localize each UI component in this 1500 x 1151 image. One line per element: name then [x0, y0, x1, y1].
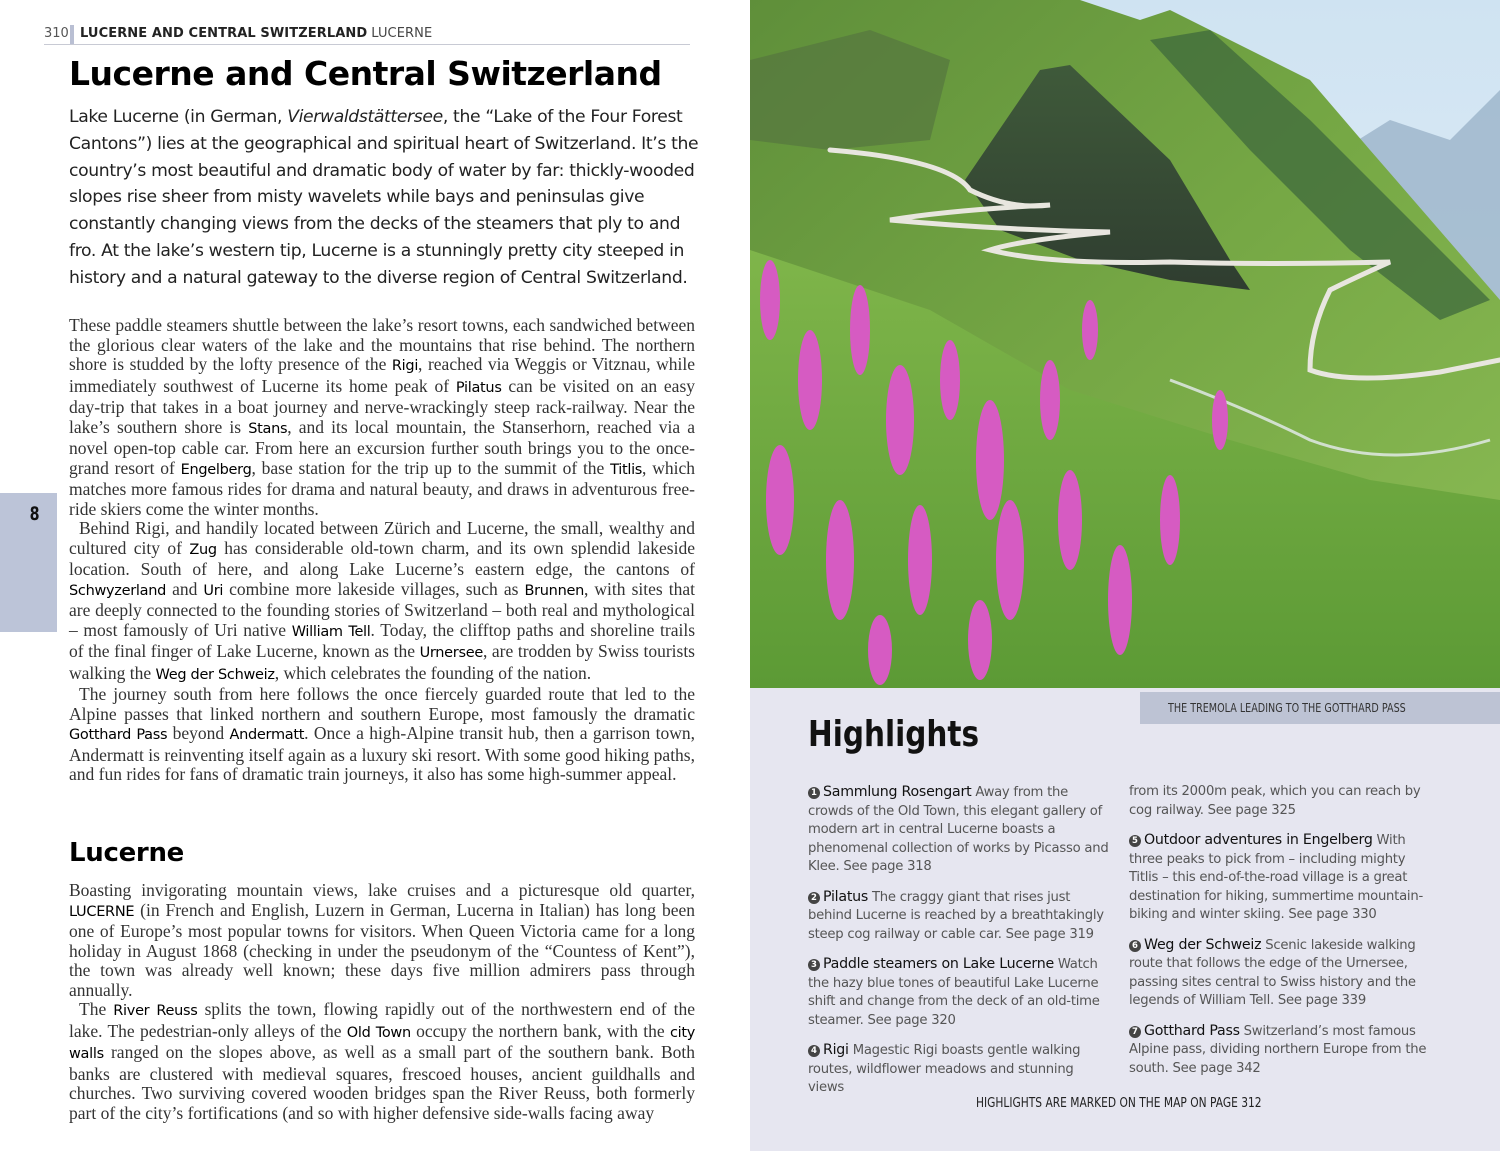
- paragraph-text: (in French and English, Luzern in German, Lucerna in Italian) has long been one of Europe’s most popular towns for visitors. When Queen Victoria came for a long holiday in August 1868 (checking in under the pseudonym of the “Countess of Kent”), the town was already well known; these days five million admirers pass through annually.: [69, 899, 695, 1000]
- caption-text: THE TREMOLA LEADING TO THE GOTTHARD PASS: [1168, 701, 1406, 715]
- highlight-text: Magestic Rigi boasts gentle walking routes, wildflower meadows and stunning views: [808, 1043, 1081, 1095]
- number-badge-icon: 7: [1129, 1026, 1141, 1038]
- paragraph-text: , base station for the trip up to the summit of the: [251, 457, 611, 478]
- paragraph-text: ranged on the slopes above, as well as a small part of the southern bank. Both banks are clustered with medieval squares, frescoed houses, ancient guildhalls and churches. Two surviving covered wooden bridges span the River Reuss, both formerly part of the city’s fortifications (and so with higher defensive side-walls facing away: [69, 1042, 695, 1123]
- place-name: Rigi: [391, 358, 419, 374]
- place-name: William Tell: [291, 623, 371, 640]
- paragraph-text: can be visited on an easy day-trip that takes in a boat journey and nerve-wrackingly steep rack-railway. Near the lake’s southern shore is: [69, 375, 696, 437]
- running-head: [44, 25, 690, 45]
- paragraph: [69, 881, 695, 1000]
- paragraph-text: , are trodden by Swiss tourists walking the: [69, 641, 695, 683]
- paragraph-text: , and its local mountain, the Stanserhorn, reached via a novel open-top cable car. From here an excursion further south brings you to the once-grand resort of: [69, 416, 695, 478]
- paragraph: [69, 316, 695, 519]
- page-number: 310: [44, 26, 69, 41]
- place-name: Zug: [189, 541, 217, 558]
- highlight-name: Weg der Schweiz: [1144, 936, 1262, 953]
- highlight-item: [808, 955, 1113, 1030]
- highlight-name: Rigi: [823, 1042, 849, 1058]
- paragraph-text: has considerable old-town charm, and its own splendid lakeside location. South of here, and along Lake Lucerne’s eastern edge, the cantons of: [69, 537, 695, 579]
- place-name: River Reuss: [113, 1003, 198, 1019]
- paragraph-text: splits the town, flowing rapidly out of the northwestern end of the lake. The pedestrian-only alleys of the: [69, 999, 695, 1041]
- highlight-text: from its 2000m peak, which you can reach by cog railway. See page 325: [1129, 784, 1421, 818]
- paragraph-text: These paddle steamers shuttle between the lake’s resort towns, each sandwiched between the glorious clear waters of the lake and the mountains that rise behind. The northern shore is studded by the lofty presence of the: [69, 315, 695, 374]
- highlight-text: With three peaks to pick from – including mighty Titlis – this end-of-the-road village is a great destination for hiking, summertime mountain-biking and winter skiing. See page 330: [1129, 833, 1423, 922]
- section-name: LUCERNE AND CENTRAL SWITZERLAND: [80, 26, 368, 41]
- highlight-item: [808, 783, 1113, 877]
- paragraph: [69, 1000, 695, 1123]
- highlight-text: Watch the hazy blue tones of beautiful Lake Lucerne shift and change from the deck of an old-time steamer. See page 320: [808, 957, 1100, 1028]
- number-badge-icon: 6: [1129, 940, 1141, 952]
- place-name: Gotthard Pass: [69, 727, 168, 743]
- highlight-item-continued: [1129, 783, 1434, 820]
- highlight-item: [1129, 936, 1434, 1011]
- paragraph-text: Boasting invigorating mountain views, lake cruises and a picturesque old quarter,: [69, 880, 695, 900]
- number-badge-icon: 5: [1129, 835, 1141, 847]
- highlight-item: [1129, 1022, 1434, 1079]
- paragraph-text: , reached via Weggis or Vitznau, while immediately southwest of Lucerne its home peak of: [69, 354, 695, 396]
- highlight-item: [1129, 831, 1434, 925]
- intro-paragraph: [69, 104, 699, 292]
- place-name: Pilatus: [455, 379, 502, 396]
- place-name: Weg der Schweiz: [155, 666, 275, 683]
- running-head-section: [80, 26, 432, 41]
- place-name: LUCERNE: [69, 903, 135, 920]
- body-section-1: [69, 316, 695, 785]
- photo-caption: [1140, 692, 1500, 724]
- intro-text: , the “Lake of the Four Forest Cantons”) lies at the geographical and spiritual heart of Switzerland. It’s the country’s most beautiful and dramatic body of water by far: thickly-wooded slopes rise sheer from misty wavelets while bays and peninsulas give constantly changing views from the decks of the steamers that ply to and fro. At the lake’s western tip, Lucerne is a stunningly pretty city steeped in history and a natural gateway to the diverse region of Central Switzerland.: [69, 107, 699, 288]
- highlight-name: Paddle steamers on Lake Lucerne: [823, 956, 1054, 972]
- place-name: city walls: [69, 1024, 696, 1062]
- place-name: Old Town: [346, 1024, 411, 1041]
- highlight-item: [808, 888, 1113, 945]
- number-badge-icon: 3: [808, 959, 820, 971]
- place-name: Titlis: [610, 461, 643, 478]
- paragraph: [69, 519, 695, 685]
- place-name: Engelberg: [180, 461, 252, 478]
- highlight-text: The craggy giant that rises just behind Lucerne is reached by a breathtakingly steep cog railway or cable car. See page 319: [808, 889, 1104, 942]
- paragraph-text: . Once a high-Alpine transit hub, then a garrison town, Andermatt is reinventing itself again as a luxury ski resort. With some good hiking paths, and fun rides for fans of dramatic train journeys, it also has some high-summer appeal.: [69, 723, 695, 784]
- paragraph-text: occupy the northern bank, with the: [410, 1020, 670, 1041]
- body-section-2: [69, 881, 695, 1123]
- highlight-name: Outdoor adventures in Engelberg: [1144, 832, 1373, 848]
- paragraph: [69, 685, 695, 785]
- highlight-text: Switzerland’s most famous Alpine pass, dividing northern Europe from the south. See page 342: [1129, 1023, 1427, 1076]
- number-badge-icon: 2: [808, 892, 820, 904]
- intro-text: Lake Lucerne (in German,: [69, 107, 288, 127]
- paragraph-text: , with sites that are deeply connected to the founding stories of Switzerland – both real and mythological – most famously of Uri native: [69, 578, 695, 640]
- number-badge-icon: 1: [808, 787, 820, 799]
- highlight-name: Sammlung Rosengart: [823, 784, 972, 800]
- paragraph-text: The: [79, 999, 114, 1019]
- highlight-text: Scenic lakeside walking route that follows the edge of the Urnersee, passing sites central to Swiss history and the legends of William Tell. See page 339: [1129, 937, 1416, 1008]
- paragraph-text: and: [166, 578, 204, 599]
- chapter-tab[interactable]: [0, 493, 57, 632]
- paragraph-text: , which celebrates the founding of the nation.: [274, 662, 592, 683]
- highlight-name: Gotthard Pass: [1144, 1022, 1240, 1039]
- right-page: [750, 0, 1500, 1151]
- highlight-text: Away from the crowds of the Old Town, this elegant gallery of modern art in central Lucerne boasts a phenomenal collection of works by Picasso and Klee. See page 318: [808, 785, 1109, 874]
- page-title: Lucerne and Central Switzerland: [69, 54, 662, 93]
- place-name: Schwyzerland: [69, 582, 167, 599]
- highlight-item: [808, 1041, 1113, 1098]
- intro-italic: Vierwaldstättersee: [287, 107, 443, 127]
- place-name: Urnersee: [419, 645, 483, 661]
- paragraph-text: beyond: [167, 723, 230, 743]
- highlights-map-note: HIGHLIGHTS ARE MARKED ON THE MAP ON PAGE 312: [976, 1096, 1262, 1111]
- number-badge-icon: 4: [808, 1045, 820, 1057]
- place-name: Andermatt: [229, 727, 305, 743]
- mountain-landscape-image: [750, 0, 1500, 688]
- highlights-column-left: [808, 783, 1113, 1109]
- paragraph-text: The journey south from here follows the once fiercely guarded route that led to the Alpine passes that linked northern and southern Europe, most famously the dramatic: [69, 684, 695, 724]
- paragraph-text: , which matches more famous rides for drama and natural beauty, and draws in adventurous free-ride skiers come the winter months.: [69, 457, 695, 519]
- chapter-number: 8: [29, 503, 40, 525]
- paragraph-text: combine more lakeside villages, such as: [223, 578, 525, 599]
- place-name: Stans: [248, 420, 288, 437]
- highlight-name: Pilatus: [823, 888, 869, 905]
- subsection-name: LUCERNE: [371, 26, 433, 41]
- section-heading: Lucerne: [69, 838, 184, 868]
- place-name: Brunnen: [524, 582, 584, 599]
- tremola-photo: [750, 0, 1500, 688]
- running-head-marker: [70, 25, 74, 44]
- highlights-title: Highlights: [808, 714, 980, 755]
- paragraph-text: . Today, the clifftop paths and shoreline trails of the final finger of Lake Lucerne, known as the: [69, 619, 696, 661]
- highlights-column-right: [1129, 783, 1434, 1089]
- paragraph-text: Behind Rigi, and handily located between Zürich and Lucerne, the small, wealthy and cultured city of: [69, 518, 695, 558]
- place-name: Uri: [203, 582, 224, 599]
